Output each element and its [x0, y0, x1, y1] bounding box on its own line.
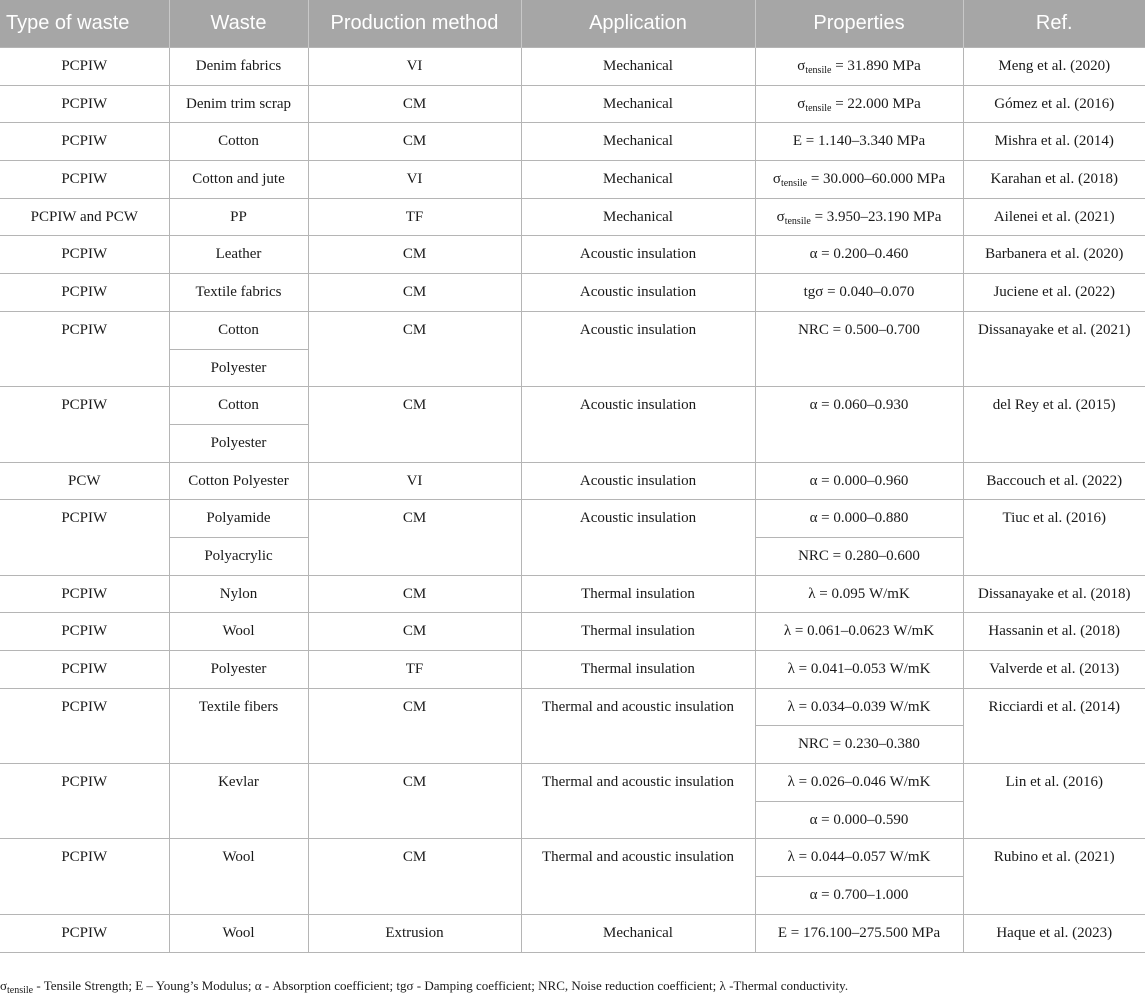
property-value: λ = 0.044–0.057 W/mK [787, 849, 931, 866]
cell-production-method: CM [308, 764, 521, 839]
table-row [0, 575, 1145, 613]
cell-production-method: TF [308, 651, 521, 689]
cell-type-of-waste: PCPIW [0, 161, 169, 199]
cell-application: Thermal insulation [521, 613, 755, 651]
cell-application: Acoustic insulation [521, 311, 755, 386]
property-value: σ [776, 208, 785, 225]
property-value: NRC = 0.230–0.380 [798, 736, 920, 753]
cell-application: Mechanical [521, 198, 755, 236]
cell-type-of-waste: PCPIW [0, 236, 169, 274]
cell-properties [755, 387, 963, 462]
cell-properties [755, 85, 963, 123]
cell-type-of-waste: PCPIW [0, 500, 169, 575]
cell-ref: Mishra et al. (2014) [963, 123, 1145, 161]
property-value: E = 176.100–275.500 MPa [777, 924, 941, 941]
cell-ref: del Rey et al. (2015) [963, 387, 1145, 462]
header-ref: Ref. [963, 0, 1145, 48]
property-value: λ = 0.026–0.046 W/mK [787, 774, 931, 791]
cell-ref: Rubino et al. (2021) [963, 839, 1145, 914]
cell-waste: Polyester [169, 349, 308, 387]
cell-application: Mechanical [521, 85, 755, 123]
table-row [0, 85, 1145, 123]
cell-type-of-waste: PCPIW [0, 123, 169, 161]
cell-waste: Polyacrylic [169, 537, 308, 575]
table-row [0, 236, 1145, 274]
cell-ref: Ailenei et al. (2021) [963, 198, 1145, 236]
cell-waste: Cotton and jute [169, 161, 308, 199]
cell-ref: Dissanayake et al. (2018) [963, 575, 1145, 613]
property-value-tail: = 3.950–23.190 MPa [810, 208, 942, 225]
property-value-tail: = 30.000–60.000 MPa [807, 171, 946, 188]
cell-ref: Lin et al. (2016) [963, 764, 1145, 839]
cell-production-method: TF [308, 198, 521, 236]
cell-application: Acoustic insulation [521, 274, 755, 312]
property-value-tail: = 22.000 MPa [831, 95, 921, 112]
cell-production-method: CM [308, 311, 521, 386]
cell-waste: Cotton [169, 387, 308, 425]
cell-type-of-waste: PCPIW [0, 274, 169, 312]
cell-properties [755, 726, 963, 764]
cell-application: Thermal and acoustic insulation [521, 839, 755, 914]
cell-ref: Ricciardi et al. (2014) [963, 688, 1145, 763]
property-value: α = 0.700–1.000 [809, 887, 909, 904]
cell-type-of-waste: PCPIW [0, 311, 169, 386]
cell-application: Acoustic insulation [521, 500, 755, 575]
header-waste: Waste [169, 0, 308, 48]
table-row [0, 914, 1145, 952]
cell-type-of-waste: PCPIW [0, 688, 169, 763]
table-row [0, 500, 1145, 538]
cell-type-of-waste: PCPIW [0, 575, 169, 613]
cell-type-of-waste: PCPIW [0, 48, 169, 86]
property-value: λ = 0.034–0.039 W/mK [787, 698, 931, 715]
cell-production-method: CM [308, 387, 521, 462]
property-value: α = 0.000–0.960 [809, 472, 909, 489]
cell-production-method: CM [308, 85, 521, 123]
property-subscript: tensile [805, 65, 832, 76]
property-value: λ = 0.041–0.053 W/mK [787, 661, 931, 677]
cell-production-method: CM [308, 839, 521, 914]
cell-ref: Karahan et al. (2018) [963, 161, 1145, 199]
property-value: σ [797, 95, 806, 112]
cell-application: Thermal insulation [521, 575, 755, 613]
cell-production-method: CM [308, 688, 521, 763]
cell-properties [755, 48, 963, 86]
cell-ref: Tiuc et al. (2016) [963, 500, 1145, 575]
cell-production-method: VI [308, 462, 521, 500]
property-subscript: tensile [805, 102, 832, 114]
cell-ref: Meng et al. (2020) [963, 48, 1145, 86]
property-value: α = 0.060–0.930 [809, 397, 909, 414]
cell-application: Mechanical [521, 123, 755, 161]
header-application: Application [521, 0, 755, 48]
cell-waste: Kevlar [169, 764, 308, 839]
cell-properties [755, 877, 963, 915]
table-row [0, 462, 1145, 500]
property-value: NRC = 0.500–0.700 [798, 321, 920, 338]
cell-ref: Juciene et al. (2022) [963, 274, 1145, 312]
cell-application: Thermal insulation [521, 651, 755, 689]
cell-ref: Dissanayake et al. (2021) [963, 311, 1145, 386]
cell-properties [755, 311, 963, 386]
table-row [0, 48, 1145, 86]
table-row [0, 688, 1145, 726]
cell-type-of-waste: PCPIW [0, 764, 169, 839]
cell-ref: Haque et al. (2023) [963, 914, 1145, 952]
cell-properties [755, 575, 963, 613]
table-row [0, 613, 1145, 651]
cell-properties [755, 198, 963, 236]
table-row [0, 161, 1145, 199]
cell-waste: Textile fabrics [169, 274, 308, 312]
cell-waste: Wool [169, 613, 308, 651]
cell-waste: Polyester [169, 651, 308, 689]
cell-type-of-waste: PCPIW and PCW [0, 198, 169, 236]
table-row [0, 198, 1145, 236]
cell-waste: Wool [169, 914, 308, 952]
cell-ref: Barbanera et al. (2020) [963, 236, 1145, 274]
cell-properties [755, 161, 963, 199]
cell-application: Acoustic insulation [521, 387, 755, 462]
table-row [0, 764, 1145, 802]
cell-properties [755, 801, 963, 839]
cell-application: Mechanical [521, 161, 755, 199]
cell-properties [755, 123, 963, 161]
cell-type-of-waste: PCPIW [0, 651, 169, 689]
cell-waste: Leather [169, 236, 308, 274]
cell-production-method: CM [308, 500, 521, 575]
property-subscript: tensile [780, 178, 808, 190]
cell-properties [755, 500, 963, 538]
cell-waste: Polyester [169, 424, 308, 462]
property-value: σ [797, 58, 806, 74]
cell-waste: Wool [169, 839, 308, 914]
property-value: α = 0.000–0.880 [809, 510, 909, 527]
cell-application: Acoustic insulation [521, 236, 755, 274]
cell-ref: Valverde et al. (2013) [963, 651, 1145, 689]
cell-ref: Gómez et al. (2016) [963, 85, 1145, 123]
cell-production-method: CM [308, 274, 521, 312]
cell-production-method: VI [308, 161, 521, 199]
cell-ref: Baccouch et al. (2022) [963, 462, 1145, 500]
cell-waste: Denim trim scrap [169, 85, 308, 123]
cell-waste: Polyamide [169, 500, 308, 538]
cell-type-of-waste: PCPIW [0, 85, 169, 123]
header-type-of-waste: Type of waste [0, 0, 169, 48]
property-value-tail: = 31.890 MPa [831, 58, 921, 74]
cell-waste: Textile fibers [169, 688, 308, 763]
cell-type-of-waste: PCPIW [0, 839, 169, 914]
cell-waste: Denim fabrics [169, 48, 308, 86]
table-row [0, 387, 1145, 425]
cell-ref: Hassanin et al. (2018) [963, 613, 1145, 651]
cell-waste: Cotton [169, 123, 308, 161]
cell-production-method: CM [308, 575, 521, 613]
table-row [0, 839, 1145, 877]
cell-type-of-waste: PCPIW [0, 613, 169, 651]
cell-waste: Nylon [169, 575, 308, 613]
property-value: NRC = 0.280–0.600 [798, 547, 920, 564]
property-subscript: tensile [784, 215, 811, 227]
cell-production-method: CM [308, 236, 521, 274]
cell-properties [755, 537, 963, 575]
property-value: α = 0.200–0.460 [809, 246, 909, 263]
cell-production-method: CM [308, 123, 521, 161]
cell-type-of-waste: PCPIW [0, 387, 169, 462]
cell-properties [755, 688, 963, 726]
table-body [0, 48, 1145, 953]
cell-application: Thermal and acoustic insulation [521, 688, 755, 763]
cell-properties [755, 651, 963, 689]
header-row [0, 0, 1145, 48]
property-value: λ = 0.061–0.0623 W/mK [783, 623, 935, 640]
cell-production-method: CM [308, 613, 521, 651]
cell-properties [755, 839, 963, 877]
cell-properties [755, 914, 963, 952]
table-row [0, 123, 1145, 161]
cell-production-method: Extrusion [308, 914, 521, 952]
cell-application: Acoustic insulation [521, 462, 755, 500]
footnote: $\sigma_{tensile}$ - Tensile Strength; E – Young’s Modulus; α - Absorption coefficient; tgσ - Damping coefficient; NRC, Noise reduction coefficient; λ -Thermal conductivity. [0, 978, 849, 996]
cell-waste: Cotton [169, 311, 308, 349]
property-value: tgσ = 0.040–0.070 [803, 284, 915, 301]
cell-properties [755, 764, 963, 802]
cell-type-of-waste: PCW [0, 462, 169, 500]
table-row [0, 311, 1145, 349]
cell-properties [755, 462, 963, 500]
cell-properties [755, 613, 963, 651]
property-value: α = 0.000–0.590 [809, 811, 909, 828]
cell-application: Thermal and acoustic insulation [521, 764, 755, 839]
cell-production-method: VI [308, 48, 521, 86]
cell-application: Mechanical [521, 914, 755, 952]
table-row [0, 651, 1145, 689]
cell-properties [755, 236, 963, 274]
property-value: λ = 0.095 W/mK [808, 585, 910, 602]
table-row [0, 274, 1145, 312]
cell-type-of-waste: PCPIW [0, 914, 169, 952]
cell-application: Mechanical [521, 48, 755, 86]
cell-properties [755, 274, 963, 312]
header-properties: Properties [755, 0, 963, 48]
cell-waste: PP [169, 198, 308, 236]
property-value: E = 1.140–3.340 MPa [792, 133, 926, 150]
cell-waste: Cotton Polyester [169, 462, 308, 500]
header-production-method: Production method [308, 0, 521, 48]
property-value: σ [772, 171, 781, 188]
